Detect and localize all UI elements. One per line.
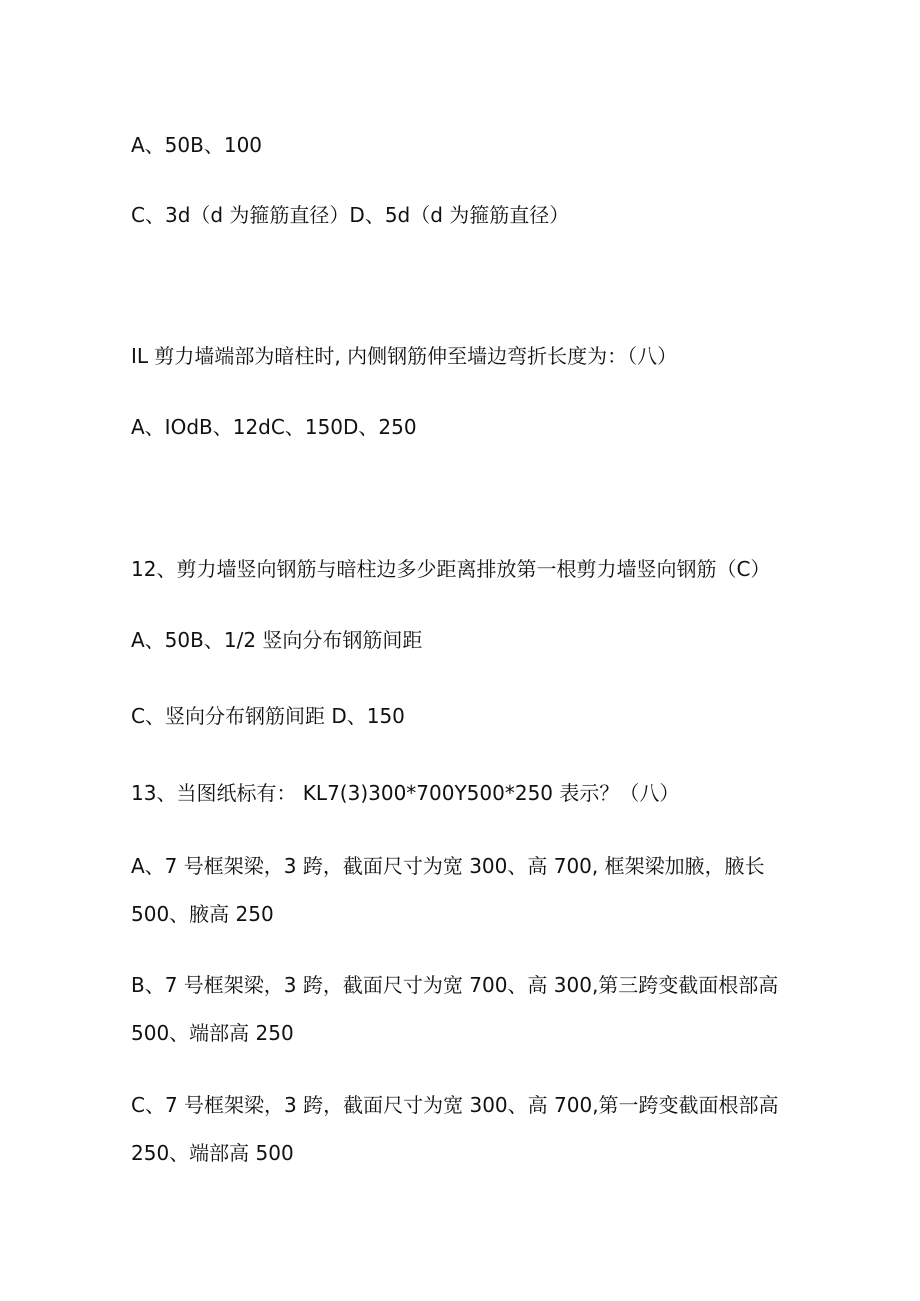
question-line: 12、剪力墙竖向钢筋与暗柱边多少距离排放第一根剪力墙竖向钢筋（C） bbox=[131, 557, 771, 581]
option-line: 500、腋高 250 bbox=[131, 902, 274, 926]
option-line: A、50B、1/2 竖向分布钢筋间距 bbox=[131, 628, 423, 652]
option-line: C、竖向分布钢筋间距 D、150 bbox=[131, 704, 405, 728]
option-line: 500、端部高 250 bbox=[131, 1021, 294, 1045]
question-line: IL 剪力墙端部为暗柱时, 内侧钢筋伸至墙边弯折长度为：（八） bbox=[131, 344, 678, 368]
option-line: C、3d（d 为箍筋直径）D、5d（d 为箍筋直径） bbox=[131, 203, 570, 227]
option-line: C、7 号框架梁，3 跨，截面尺寸为宽 300、高 700,第一跨变截面根部高 bbox=[131, 1093, 779, 1117]
option-line: A、50B、100 bbox=[131, 133, 263, 157]
option-line: A、7 号框架梁，3 跨，截面尺寸为宽 300、高 700, 框架梁加腋，腋长 bbox=[131, 854, 765, 878]
option-line: 250、端部高 500 bbox=[131, 1141, 294, 1165]
option-line: A、IOdB、12dC、150D、250 bbox=[131, 415, 417, 439]
question-line: 13、当图纸标有： KL7(3)300*700Y500*250 表示？（八） bbox=[131, 781, 680, 805]
option-line: B、7 号框架梁，3 跨，截面尺寸为宽 700、高 300,第三跨变截面根部高 bbox=[131, 973, 779, 997]
